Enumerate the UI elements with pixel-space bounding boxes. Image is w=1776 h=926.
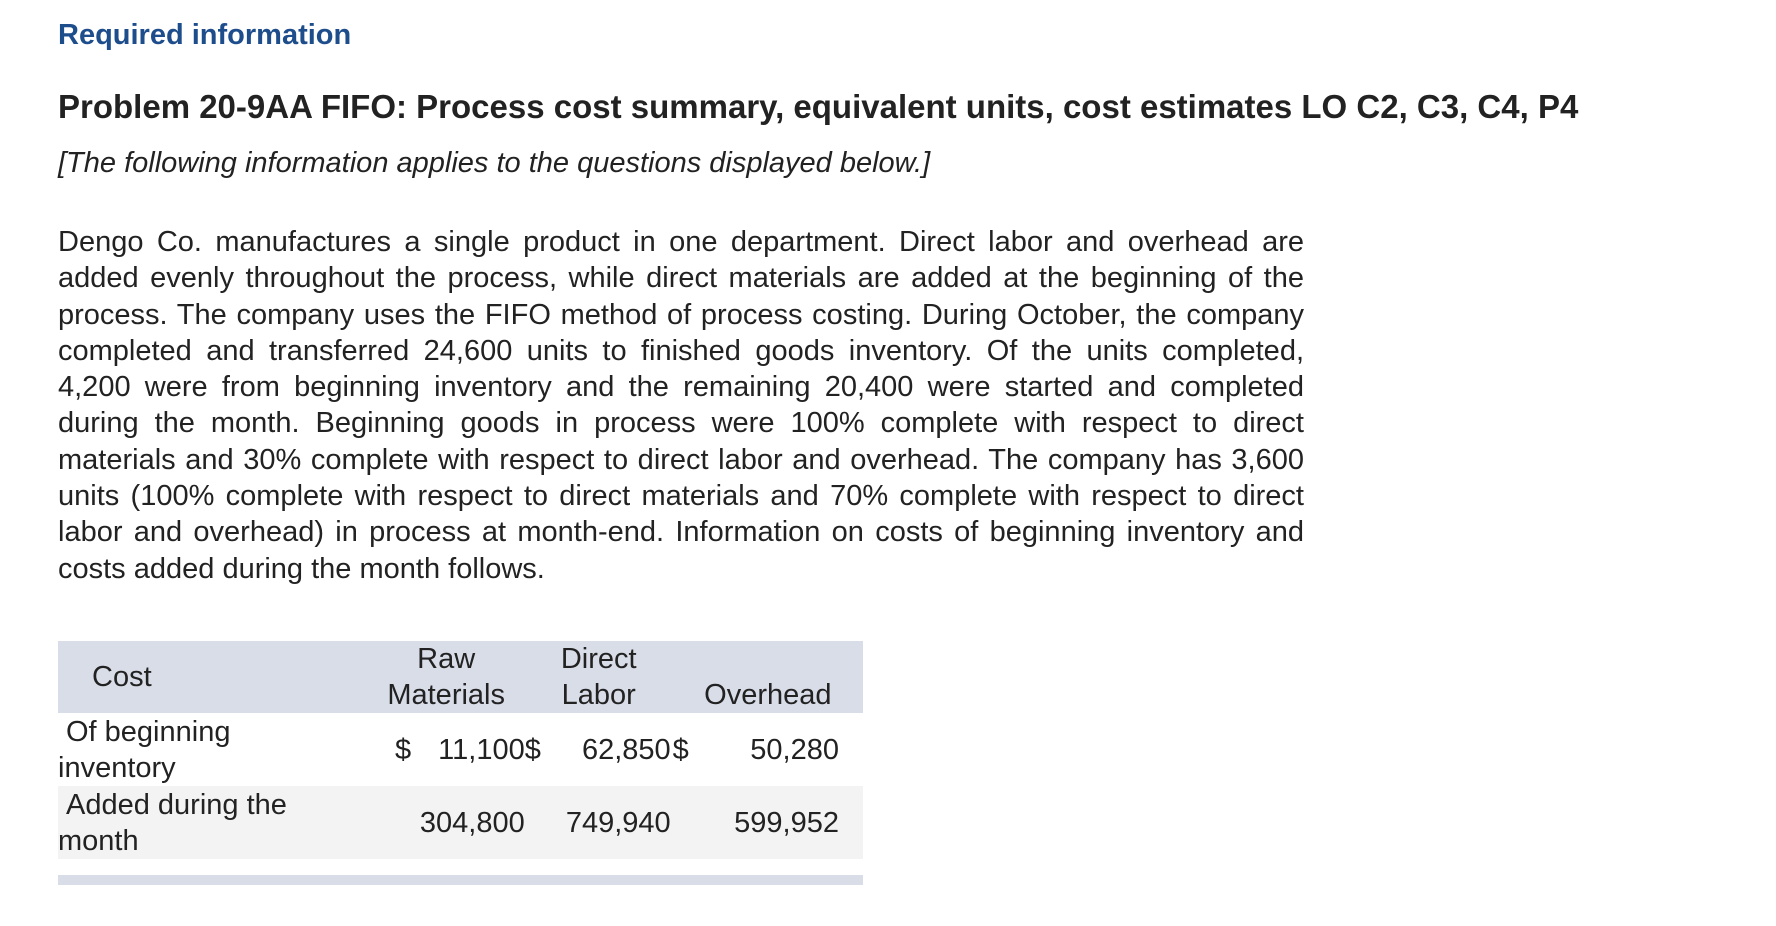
currency-symbol: $ xyxy=(673,713,702,786)
problem-title: Problem 20-9AA FIFO: Process cost summary, equivalent units, cost estimates LO C2, C3, C4, P4 xyxy=(58,88,1579,125)
direct-labor-header-line1: Direct xyxy=(560,643,637,675)
info-note: [The following information applies to the questions displayed below.] xyxy=(58,147,931,179)
row-label-beginning-inventory xyxy=(58,713,368,786)
currency-symbol xyxy=(368,786,411,859)
row-label-added-during-month xyxy=(58,786,368,859)
table-footer xyxy=(58,859,863,885)
cell-raw-materials: 11,100 xyxy=(411,713,525,786)
required-information-label: Required information xyxy=(58,19,352,51)
column-header-cost: Cost xyxy=(58,641,368,713)
cell-overhead: 50,280 xyxy=(702,713,863,786)
row-label-line1: Of beginning xyxy=(66,715,231,748)
table-footer-bar xyxy=(58,875,863,885)
problem-page xyxy=(58,16,1718,857)
currency-symbol: $ xyxy=(368,713,411,786)
column-header-raw-materials xyxy=(368,641,525,713)
row-label-line2: month xyxy=(58,824,139,857)
cell-direct-labor: 749,940 xyxy=(554,786,673,859)
problem-description: Dengo Co. manufactures a single product in one department. Direct labor and overhead are added evenly throughout the process, while direct materials are added at the beginning of the process. The company uses the FIFO method of process costing. During October, the company completed and transferred 24,600 units to finished goods inventory. Of the units completed, 4,200 were from beginning inventory and the remaining 20,400 were started and completed during the month. Beginning goods in process were 100% complete with respect to direct materials and 30% complete with respect to direct labor and overhead. The company has 3,600 units (100% complete with respect to direct materials and 70% complete with respect to direct labor and overhead) in process at month-end. Information on costs of beginning inventory and costs added during the month follows. xyxy=(58,226,1304,585)
footer-spacer xyxy=(58,859,863,875)
column-header-direct-labor xyxy=(525,641,673,713)
cost-table xyxy=(58,641,863,885)
table-header-row xyxy=(58,641,863,713)
table-row xyxy=(58,713,863,786)
table-row xyxy=(58,786,863,859)
column-header-overhead xyxy=(673,641,863,713)
cell-direct-labor: 62,850 xyxy=(554,713,673,786)
currency-symbol: $ xyxy=(525,713,554,786)
currency-symbol xyxy=(525,786,554,859)
direct-labor-header-line2: Labor xyxy=(561,679,636,711)
cell-overhead: 599,952 xyxy=(702,786,863,859)
raw-materials-header-line2: Materials xyxy=(387,679,505,711)
row-label-line1: Added during the xyxy=(66,788,287,821)
row-label-line2: inventory xyxy=(58,751,176,784)
cell-raw-materials: 304,800 xyxy=(411,786,525,859)
raw-materials-header-line1: Raw xyxy=(417,643,476,675)
currency-symbol xyxy=(673,786,702,859)
overhead-header: Overhead xyxy=(704,679,832,711)
